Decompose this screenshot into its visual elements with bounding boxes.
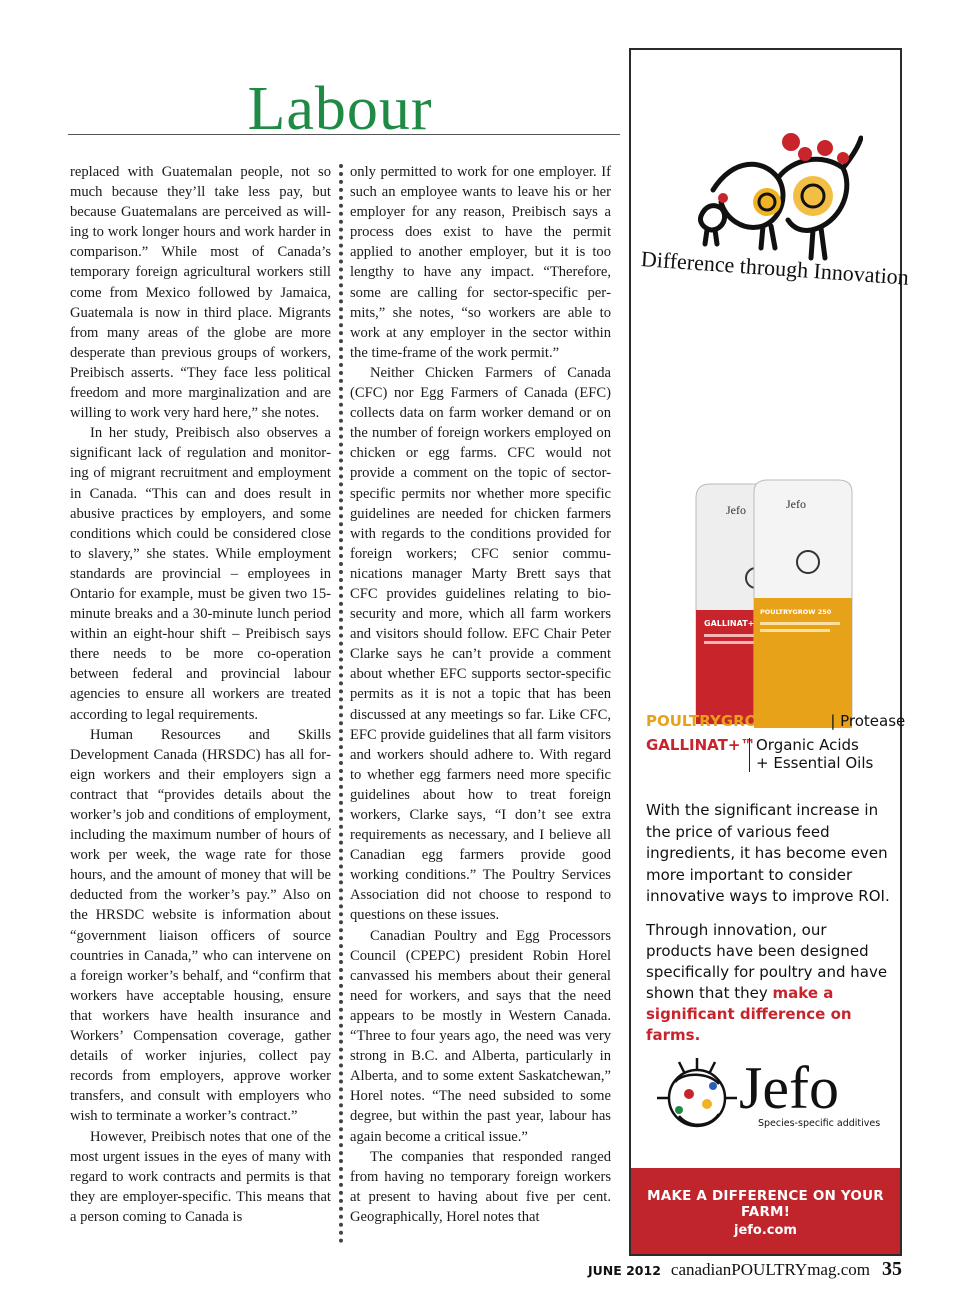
bag-poultrygrow [754, 480, 852, 728]
section-title: Labour [247, 75, 433, 143]
jefo-logo-word: Jefo [739, 1055, 839, 1121]
bag2-label: POULTRYGROW 250 [760, 608, 832, 616]
col2-paragraph: The companies that responded ranged from having no temporary foreign workers at present to having about five per cent. Geographically, Horel notes that [350, 1148, 611, 1225]
ad-tagline: Difference through Innovation [640, 246, 910, 290]
col2-paragraph: Canadian Poultry and Egg Processors Council (CPEPC) president Robin Horel canvassed his members about their general need for workers, and says that the need appears to be mostly in Western Canada. “Three to four years ago, the need was very strong in B.C. and Alberta, particularly in Alberta, and to some extent Saskatchewan,” Horel notes. “The need subsided to some degree, but within the past year, labour has again become a critical issue.” [350, 927, 611, 1145]
col1-paragraph: Human Resources and Skills Development Canada (HRSDC) has all foreign workers and their employers sign a contract that “provides details about the worker’s job and conditions of employment, including the maximum number of hours of work per week, the wage rate for those hours, and the amount of money that will be deducted from the worker’s pay.” Also on the HRSDC website is information about “government liaison officers of source countries in Canada,” who can intervene on a foreign worker’s behalf, and “confirm that workers have acceptable housing, ensure that workers have health insurance and Workers’ Compensation coverage, gather details of worker injuries, collect pay records from employers, approve worker transfers, and consult with employers who wish to terminate a worker’s contract.” [70, 726, 331, 1125]
product-bags-image [686, 478, 856, 728]
header-rule [68, 134, 620, 135]
col2-paragraph: Neither Chicken Farmers of Canada (CFC) nor Egg Farmers of Canada (EFC) collects data on farm worker demand or on the number of foreign workers employed on chicken or egg farms. CFC would not provide a comment on the topic of sector-specific permits nor whether more specific guidelines are needed for chicken farmers with regards to the conditions provided for foreign workers; CFC senior communications manager Marty Brett says that CFC provides guidelines relating to biosecurity and more, which all farm workers and visitors should follow. EFC Chair Peter Clarke says he can’t provide a comment about whether EFC supports sector-specific permits as it is not a topic that has been discussed at any meetings so far. Like CFC, EFC provide guidelines that all farm visitors and workers should adhere to. With regard to whether egg farmers need more specific guidelines about how to treat foreign workers, Clarke says, “I don’t see extra requirements as necessary, and I believe all Canadian egg farmers provide good working conditions.” The Poultry Services Association did not choose to respond to questions on these issues. [350, 364, 611, 924]
column-separator [339, 164, 343, 1244]
page-number: 35 [882, 1258, 902, 1280]
magazine-website: canadianPOULTRYmag.com [670, 1260, 870, 1279]
bag2-brand: Jefo [786, 497, 806, 511]
article-column-2 [350, 162, 611, 1227]
issue-date: JUNE 2012 [587, 1263, 661, 1278]
product-desc-line: + Essential Oils [756, 754, 874, 772]
col2-paragraph: only permitted to work for one employer. If such an employee wants to leave his or her employer for any reason, Preibisch says a process does exist to have the permit applied to another employer, but it is too lengthy to have any impact. “Therefore, some are calling for sector-specific permits,” she notes, “so workers are able to work at any employer in the sector within the time-frame of the work permit.” [350, 164, 611, 361]
ad-paragraph: With the significant increase in the price of various feed ingredients, it has become even more important to consider innovative ways to improve ROI. [646, 801, 890, 905]
col1-paragraph: replaced with Guatemalan people, not so much because they’ll take less pay, but because Guatemalans are perceived as willing to work longer hours and work harder in comparison.” While most of Canada’s temporary foreign agricultural workers still come from Mexico followed by Jamaica, Guatemala is now in third place. Migrants from many areas of the globe are more desperate than previous groups of workers, Preibisch asserts. “They face less political freedom and more marginalization and are willing to work very hard here,” she notes. [70, 164, 331, 422]
product-name-gallinat: GALLINAT+™ [646, 736, 756, 754]
jefo-advertisement[interactable] [629, 48, 910, 1256]
ad-url-link[interactable]: jefo.com [734, 1223, 797, 1238]
product-desc-gallinat [756, 736, 873, 772]
product-line-poultrygrow [646, 712, 906, 730]
ad-cta-text: MAKE A DIFFERENCE ON YOUR FARM! [647, 1188, 884, 1220]
product-desc-protease: | Protease [830, 712, 906, 730]
product-name-poultrygrow: POULTRYGROW 250™ [646, 712, 826, 730]
ad-cta-banner[interactable] [631, 1168, 900, 1254]
col1-paragraph: In her study, Preibisch also observes a significant lack of regulation and monitoring of migrant recruitment and employment in Canada. “This can and does result in abusive practices by employers, and some conditions which could be considered close to slavery,” she states. While employment standards are provincial – employees in Ontario for example, must be given two 15-minute breaks and a 30-minute lunch period within an eight-hour shift – Preibisch says there needs to be more co-operation between federal and provincial labour agencies to ensure all workers are treated according to legal requirements. [70, 425, 331, 723]
bag1-label: GALLINAT+ [704, 619, 755, 628]
jefo-logo-subtitle: Species-specific additives [758, 1118, 881, 1129]
bag1-brand: Jefo [726, 503, 746, 517]
article-column-1 [70, 162, 331, 1227]
ad-highlight: make a significant difference on farms. [646, 984, 852, 1044]
page-footer [588, 1258, 902, 1281]
ad-paragraph [646, 920, 891, 1046]
col1-paragraph: However, Preibisch notes that one of the most urgent issues in the eyes of many with regard to work contracts and permits is that they are employer-specific. This means that a person coming to Canada is [70, 1128, 331, 1225]
ad-paragraph-lead: Through innovation, our products have been designed specifically for poultry and have shown that they [646, 921, 888, 1002]
divider [749, 738, 750, 772]
product-desc-line: Organic Acids [756, 736, 859, 754]
